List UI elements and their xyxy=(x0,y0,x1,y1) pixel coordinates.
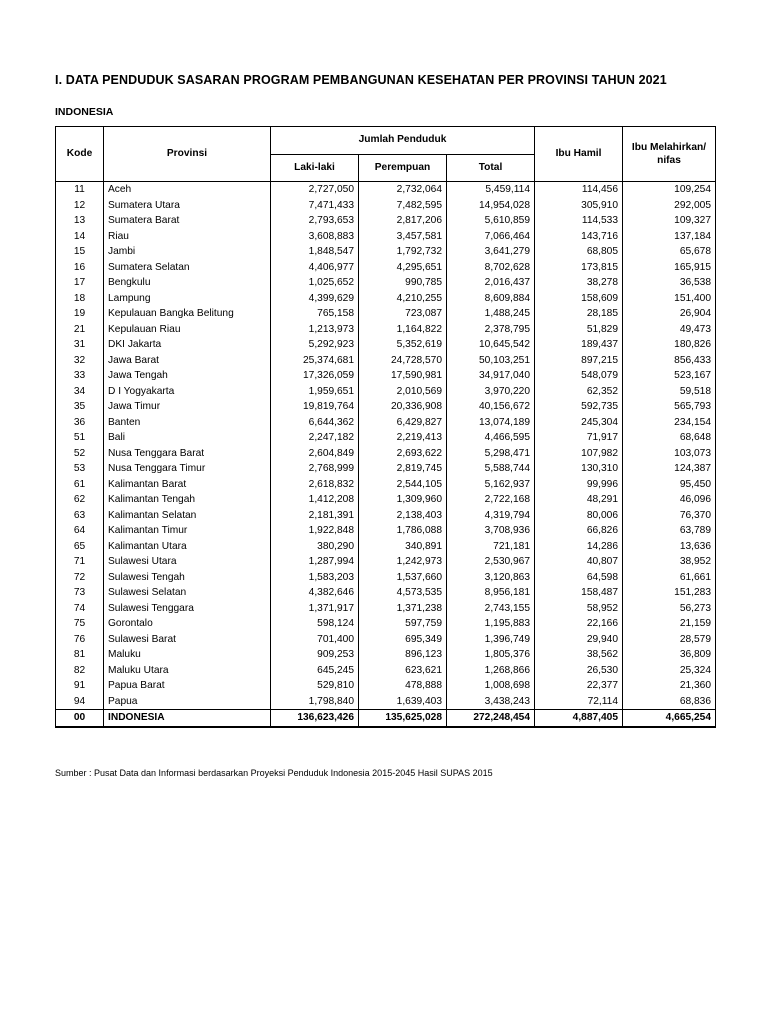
cell-ibu-melahirkan: 28,579 xyxy=(623,632,716,648)
cell-ibu-hamil: 29,940 xyxy=(535,632,623,648)
cell-perempuan: 135,625,028 xyxy=(359,710,447,727)
cell-ibu-melahirkan: 46,096 xyxy=(623,492,716,508)
cell-perempuan: 4,210,255 xyxy=(359,291,447,307)
table-row xyxy=(56,601,716,617)
header-provinsi: Provinsi xyxy=(104,127,271,182)
table-row xyxy=(56,182,716,198)
cell-provinsi: Riau xyxy=(104,229,271,245)
table-row xyxy=(56,508,716,524)
table-row xyxy=(56,539,716,555)
cell-total: 8,702,628 xyxy=(447,260,535,276)
cell-laki-laki: 701,400 xyxy=(271,632,359,648)
table-row xyxy=(56,570,716,586)
cell-ibu-melahirkan: 109,254 xyxy=(623,182,716,198)
table-row xyxy=(56,368,716,384)
cell-kode: 21 xyxy=(56,322,104,338)
cell-ibu-melahirkan: 234,154 xyxy=(623,415,716,431)
cell-perempuan: 340,891 xyxy=(359,539,447,555)
cell-laki-laki: 1,287,994 xyxy=(271,554,359,570)
cell-ibu-hamil: 114,456 xyxy=(535,182,623,198)
cell-provinsi: Lampung xyxy=(104,291,271,307)
header-ibu-hamil: Ibu Hamil xyxy=(535,127,623,182)
cell-ibu-melahirkan: 76,370 xyxy=(623,508,716,524)
cell-perempuan: 2,219,413 xyxy=(359,430,447,446)
cell-total: 3,120,863 xyxy=(447,570,535,586)
cell-ibu-melahirkan: 38,952 xyxy=(623,554,716,570)
cell-kode: 64 xyxy=(56,523,104,539)
cell-total: 2,722,168 xyxy=(447,492,535,508)
cell-total: 2,016,437 xyxy=(447,275,535,291)
cell-perempuan: 1,786,088 xyxy=(359,523,447,539)
cell-provinsi: Nusa Tenggara Barat xyxy=(104,446,271,462)
table-row xyxy=(56,523,716,539)
table-row xyxy=(56,678,716,694)
cell-laki-laki: 765,158 xyxy=(271,306,359,322)
cell-ibu-melahirkan: 63,789 xyxy=(623,523,716,539)
cell-ibu-melahirkan: 109,327 xyxy=(623,213,716,229)
cell-laki-laki: 529,810 xyxy=(271,678,359,694)
cell-ibu-melahirkan: 56,273 xyxy=(623,601,716,617)
cell-ibu-hamil: 143,716 xyxy=(535,229,623,245)
cell-kode: 61 xyxy=(56,477,104,493)
cell-provinsi: Sulawesi Barat xyxy=(104,632,271,648)
cell-ibu-hamil: 189,437 xyxy=(535,337,623,353)
cell-ibu-melahirkan: 25,324 xyxy=(623,663,716,679)
cell-perempuan: 623,621 xyxy=(359,663,447,679)
cell-laki-laki: 2,247,182 xyxy=(271,430,359,446)
cell-ibu-hamil: 158,609 xyxy=(535,291,623,307)
table-row xyxy=(56,229,716,245)
table-row xyxy=(56,632,716,648)
source-note: Sumber : Pusat Data dan Informasi berdasarkan Proyeksi Penduduk Indonesia 2015-2045 Hasil SUPAS 2015 xyxy=(55,768,493,778)
cell-ibu-melahirkan: 65,678 xyxy=(623,244,716,260)
cell-kode: 73 xyxy=(56,585,104,601)
cell-perempuan: 7,482,595 xyxy=(359,198,447,214)
total-row xyxy=(56,710,716,727)
header-laki-laki: Laki-laki xyxy=(271,154,359,182)
cell-provinsi: Maluku Utara xyxy=(104,663,271,679)
page-title: I. DATA PENDUDUK SASARAN PROGRAM PEMBANGUNAN KESEHATAN PER PROVINSI TAHUN 2021 xyxy=(55,73,667,87)
cell-total: 13,074,189 xyxy=(447,415,535,431)
cell-laki-laki: 2,727,050 xyxy=(271,182,359,198)
cell-total: 5,162,937 xyxy=(447,477,535,493)
table-row xyxy=(56,430,716,446)
table-row xyxy=(56,244,716,260)
cell-perempuan: 4,295,651 xyxy=(359,260,447,276)
cell-ibu-melahirkan: 61,661 xyxy=(623,570,716,586)
cell-provinsi: DKI Jakarta xyxy=(104,337,271,353)
cell-total: 8,956,181 xyxy=(447,585,535,601)
cell-laki-laki: 2,181,391 xyxy=(271,508,359,524)
cell-laki-laki: 2,604,849 xyxy=(271,446,359,462)
table-row xyxy=(56,260,716,276)
cell-laki-laki: 1,213,973 xyxy=(271,322,359,338)
cell-kode: 17 xyxy=(56,275,104,291)
cell-ibu-melahirkan: 180,826 xyxy=(623,337,716,353)
cell-ibu-melahirkan: 523,167 xyxy=(623,368,716,384)
cell-kode: 00 xyxy=(56,710,104,727)
cell-perempuan: 2,693,622 xyxy=(359,446,447,462)
table-row xyxy=(56,585,716,601)
cell-total: 1,195,883 xyxy=(447,616,535,632)
cell-ibu-hamil: 107,982 xyxy=(535,446,623,462)
cell-kode: 94 xyxy=(56,694,104,710)
cell-perempuan: 2,138,403 xyxy=(359,508,447,524)
table-row xyxy=(56,647,716,663)
cell-laki-laki: 1,922,848 xyxy=(271,523,359,539)
cell-kode: 53 xyxy=(56,461,104,477)
cell-provinsi: Kalimantan Tengah xyxy=(104,492,271,508)
cell-provinsi: Kepulauan Bangka Belitung xyxy=(104,306,271,322)
cell-perempuan: 17,590,981 xyxy=(359,368,447,384)
cell-ibu-hamil: 158,487 xyxy=(535,585,623,601)
cell-provinsi: Papua Barat xyxy=(104,678,271,694)
table-row xyxy=(56,492,716,508)
cell-total: 14,954,028 xyxy=(447,198,535,214)
cell-ibu-melahirkan: 856,433 xyxy=(623,353,716,369)
cell-ibu-hamil: 38,562 xyxy=(535,647,623,663)
cell-total: 1,008,698 xyxy=(447,678,535,694)
cell-laki-laki: 2,768,999 xyxy=(271,461,359,477)
cell-perempuan: 723,087 xyxy=(359,306,447,322)
cell-total: 5,588,744 xyxy=(447,461,535,477)
cell-provinsi: Kalimantan Barat xyxy=(104,477,271,493)
cell-laki-laki: 2,618,832 xyxy=(271,477,359,493)
cell-ibu-hamil: 14,286 xyxy=(535,539,623,555)
cell-ibu-hamil: 80,006 xyxy=(535,508,623,524)
cell-ibu-hamil: 245,304 xyxy=(535,415,623,431)
cell-laki-laki: 2,793,653 xyxy=(271,213,359,229)
cell-perempuan: 695,349 xyxy=(359,632,447,648)
header-ibu-melahirkan: Ibu Melahirkan/ nifas xyxy=(623,127,716,182)
cell-perempuan: 990,785 xyxy=(359,275,447,291)
cell-provinsi: Bengkulu xyxy=(104,275,271,291)
cell-total: 2,378,795 xyxy=(447,322,535,338)
cell-ibu-melahirkan: 21,159 xyxy=(623,616,716,632)
table-row xyxy=(56,306,716,322)
cell-provinsi: Sulawesi Selatan xyxy=(104,585,271,601)
cell-kode: 18 xyxy=(56,291,104,307)
header-perempuan: Perempuan xyxy=(359,154,447,182)
cell-ibu-hamil: 305,910 xyxy=(535,198,623,214)
cell-kode: 12 xyxy=(56,198,104,214)
cell-total: 40,156,672 xyxy=(447,399,535,415)
cell-total: 50,103,251 xyxy=(447,353,535,369)
cell-ibu-melahirkan: 165,915 xyxy=(623,260,716,276)
cell-kode: 63 xyxy=(56,508,104,524)
cell-ibu-hamil: 99,996 xyxy=(535,477,623,493)
cell-perempuan: 6,429,827 xyxy=(359,415,447,431)
cell-perempuan: 3,457,581 xyxy=(359,229,447,245)
cell-ibu-melahirkan: 68,836 xyxy=(623,694,716,710)
cell-kode: 36 xyxy=(56,415,104,431)
cell-kode: 33 xyxy=(56,368,104,384)
cell-kode: 35 xyxy=(56,399,104,415)
cell-provinsi: Sumatera Barat xyxy=(104,213,271,229)
cell-provinsi: Sulawesi Tenggara xyxy=(104,601,271,617)
cell-perempuan: 1,639,403 xyxy=(359,694,447,710)
cell-kode: 65 xyxy=(56,539,104,555)
cell-total: 721,181 xyxy=(447,539,535,555)
cell-provinsi: Gorontalo xyxy=(104,616,271,632)
cell-ibu-melahirkan: 68,648 xyxy=(623,430,716,446)
cell-total: 272,248,454 xyxy=(447,710,535,727)
cell-ibu-melahirkan: 103,073 xyxy=(623,446,716,462)
cell-provinsi: Jawa Tengah xyxy=(104,368,271,384)
table-row xyxy=(56,694,716,710)
cell-provinsi: Sumatera Utara xyxy=(104,198,271,214)
cell-kode: 15 xyxy=(56,244,104,260)
cell-ibu-hamil: 28,185 xyxy=(535,306,623,322)
cell-ibu-melahirkan: 21,360 xyxy=(623,678,716,694)
cell-ibu-hamil: 64,598 xyxy=(535,570,623,586)
cell-provinsi: D I Yogyakarta xyxy=(104,384,271,400)
table-header xyxy=(56,127,716,182)
cell-ibu-hamil: 26,530 xyxy=(535,663,623,679)
cell-perempuan: 5,352,619 xyxy=(359,337,447,353)
cell-kode: 81 xyxy=(56,647,104,663)
cell-ibu-melahirkan: 13,636 xyxy=(623,539,716,555)
cell-perempuan: 1,537,660 xyxy=(359,570,447,586)
cell-kode: 31 xyxy=(56,337,104,353)
cell-ibu-hamil: 40,807 xyxy=(535,554,623,570)
cell-perempuan: 2,544,105 xyxy=(359,477,447,493)
cell-laki-laki: 4,399,629 xyxy=(271,291,359,307)
cell-kode: 74 xyxy=(56,601,104,617)
cell-provinsi: Papua xyxy=(104,694,271,710)
cell-kode: 62 xyxy=(56,492,104,508)
cell-kode: 52 xyxy=(56,446,104,462)
cell-ibu-hamil: 62,352 xyxy=(535,384,623,400)
cell-kode: 72 xyxy=(56,570,104,586)
cell-ibu-hamil: 72,114 xyxy=(535,694,623,710)
header-total: Total xyxy=(447,154,535,182)
cell-provinsi: Banten xyxy=(104,415,271,431)
table-row xyxy=(56,554,716,570)
cell-perempuan: 896,123 xyxy=(359,647,447,663)
cell-perempuan: 20,336,908 xyxy=(359,399,447,415)
cell-total: 3,641,279 xyxy=(447,244,535,260)
table-row xyxy=(56,291,716,307)
cell-provinsi: Maluku xyxy=(104,647,271,663)
cell-total: 3,438,243 xyxy=(447,694,535,710)
cell-laki-laki: 1,583,203 xyxy=(271,570,359,586)
cell-perempuan: 1,242,973 xyxy=(359,554,447,570)
cell-kode: 75 xyxy=(56,616,104,632)
cell-ibu-melahirkan: 36,809 xyxy=(623,647,716,663)
region-subtitle: INDONESIA xyxy=(55,106,114,118)
cell-total: 2,530,967 xyxy=(447,554,535,570)
cell-perempuan: 1,164,822 xyxy=(359,322,447,338)
cell-laki-laki: 4,406,977 xyxy=(271,260,359,276)
table-row xyxy=(56,322,716,338)
cell-ibu-melahirkan: 36,538 xyxy=(623,275,716,291)
cell-laki-laki: 19,819,764 xyxy=(271,399,359,415)
cell-laki-laki: 136,623,426 xyxy=(271,710,359,727)
cell-laki-laki: 25,374,681 xyxy=(271,353,359,369)
table-row xyxy=(56,461,716,477)
cell-ibu-melahirkan: 565,793 xyxy=(623,399,716,415)
cell-total: 2,743,155 xyxy=(447,601,535,617)
cell-total: 10,645,542 xyxy=(447,337,535,353)
cell-provinsi: Bali xyxy=(104,430,271,446)
cell-ibu-melahirkan: 59,518 xyxy=(623,384,716,400)
header-kode: Kode xyxy=(56,127,104,182)
cell-ibu-hamil: 130,310 xyxy=(535,461,623,477)
cell-ibu-hamil: 71,917 xyxy=(535,430,623,446)
cell-laki-laki: 909,253 xyxy=(271,647,359,663)
cell-ibu-melahirkan: 124,387 xyxy=(623,461,716,477)
table-row xyxy=(56,399,716,415)
cell-ibu-melahirkan: 95,450 xyxy=(623,477,716,493)
cell-total: 1,268,866 xyxy=(447,663,535,679)
cell-ibu-hamil: 48,291 xyxy=(535,492,623,508)
cell-perempuan: 1,371,238 xyxy=(359,601,447,617)
cell-ibu-hamil: 58,952 xyxy=(535,601,623,617)
cell-total: 34,917,040 xyxy=(447,368,535,384)
table-row xyxy=(56,337,716,353)
cell-ibu-hamil: 897,215 xyxy=(535,353,623,369)
cell-laki-laki: 6,644,362 xyxy=(271,415,359,431)
cell-ibu-hamil: 4,887,405 xyxy=(535,710,623,727)
cell-provinsi: Sulawesi Tengah xyxy=(104,570,271,586)
table-row xyxy=(56,663,716,679)
cell-laki-laki: 5,292,923 xyxy=(271,337,359,353)
cell-ibu-melahirkan: 151,283 xyxy=(623,585,716,601)
cell-laki-laki: 598,124 xyxy=(271,616,359,632)
cell-total: 8,609,884 xyxy=(447,291,535,307)
cell-perempuan: 1,792,732 xyxy=(359,244,447,260)
table-row xyxy=(56,616,716,632)
cell-perempuan: 2,732,064 xyxy=(359,182,447,198)
cell-ibu-hamil: 114,533 xyxy=(535,213,623,229)
cell-perempuan: 2,817,206 xyxy=(359,213,447,229)
cell-ibu-melahirkan: 151,400 xyxy=(623,291,716,307)
cell-provinsi: Jawa Barat xyxy=(104,353,271,369)
cell-provinsi: Nusa Tenggara Timur xyxy=(104,461,271,477)
cell-laki-laki: 1,959,651 xyxy=(271,384,359,400)
cell-total: 5,298,471 xyxy=(447,446,535,462)
cell-perempuan: 597,759 xyxy=(359,616,447,632)
cell-ibu-hamil: 592,735 xyxy=(535,399,623,415)
cell-perempuan: 478,888 xyxy=(359,678,447,694)
cell-kode: 14 xyxy=(56,229,104,245)
cell-total: 4,466,595 xyxy=(447,430,535,446)
cell-kode: 91 xyxy=(56,678,104,694)
cell-laki-laki: 645,245 xyxy=(271,663,359,679)
cell-ibu-melahirkan: 49,473 xyxy=(623,322,716,338)
cell-ibu-hamil: 22,377 xyxy=(535,678,623,694)
cell-laki-laki: 1,371,917 xyxy=(271,601,359,617)
cell-laki-laki: 1,848,547 xyxy=(271,244,359,260)
cell-ibu-hamil: 22,166 xyxy=(535,616,623,632)
cell-ibu-hamil: 38,278 xyxy=(535,275,623,291)
cell-provinsi: INDONESIA xyxy=(104,710,271,727)
cell-kode: 76 xyxy=(56,632,104,648)
cell-provinsi: Jawa Timur xyxy=(104,399,271,415)
cell-provinsi: Aceh xyxy=(104,182,271,198)
cell-laki-laki: 1,412,208 xyxy=(271,492,359,508)
cell-total: 4,319,794 xyxy=(447,508,535,524)
cell-total: 3,970,220 xyxy=(447,384,535,400)
cell-laki-laki: 7,471,433 xyxy=(271,198,359,214)
cell-provinsi: Jambi xyxy=(104,244,271,260)
cell-kode: 82 xyxy=(56,663,104,679)
table-row xyxy=(56,275,716,291)
cell-perempuan: 24,728,570 xyxy=(359,353,447,369)
cell-kode: 34 xyxy=(56,384,104,400)
cell-kode: 11 xyxy=(56,182,104,198)
cell-kode: 13 xyxy=(56,213,104,229)
cell-kode: 51 xyxy=(56,430,104,446)
table-row xyxy=(56,415,716,431)
header-jumlah-penduduk: Jumlah Penduduk xyxy=(271,127,535,155)
cell-total: 1,805,376 xyxy=(447,647,535,663)
cell-ibu-melahirkan: 137,184 xyxy=(623,229,716,245)
cell-ibu-melahirkan: 4,665,254 xyxy=(623,710,716,727)
cell-provinsi: Sumatera Selatan xyxy=(104,260,271,276)
cell-total: 5,610,859 xyxy=(447,213,535,229)
cell-total: 5,459,114 xyxy=(447,182,535,198)
cell-laki-laki: 380,290 xyxy=(271,539,359,555)
cell-laki-laki: 17,326,059 xyxy=(271,368,359,384)
cell-total: 1,488,245 xyxy=(447,306,535,322)
population-table xyxy=(55,126,716,728)
cell-provinsi: Sulawesi Utara xyxy=(104,554,271,570)
cell-ibu-hamil: 173,815 xyxy=(535,260,623,276)
table-row xyxy=(56,198,716,214)
cell-provinsi: Kalimantan Utara xyxy=(104,539,271,555)
cell-laki-laki: 1,798,840 xyxy=(271,694,359,710)
cell-perempuan: 2,819,745 xyxy=(359,461,447,477)
cell-provinsi: Kalimantan Selatan xyxy=(104,508,271,524)
cell-ibu-hamil: 66,826 xyxy=(535,523,623,539)
cell-ibu-hamil: 68,805 xyxy=(535,244,623,260)
cell-laki-laki: 1,025,652 xyxy=(271,275,359,291)
cell-provinsi: Kepulauan Riau xyxy=(104,322,271,338)
cell-ibu-hamil: 548,079 xyxy=(535,368,623,384)
cell-provinsi: Kalimantan Timur xyxy=(104,523,271,539)
cell-total: 7,066,464 xyxy=(447,229,535,245)
cell-kode: 32 xyxy=(56,353,104,369)
cell-kode: 71 xyxy=(56,554,104,570)
cell-laki-laki: 4,382,646 xyxy=(271,585,359,601)
cell-total: 3,708,936 xyxy=(447,523,535,539)
cell-kode: 16 xyxy=(56,260,104,276)
cell-perempuan: 4,573,535 xyxy=(359,585,447,601)
table-row xyxy=(56,213,716,229)
cell-laki-laki: 3,608,883 xyxy=(271,229,359,245)
cell-perempuan: 2,010,569 xyxy=(359,384,447,400)
table-body xyxy=(56,182,716,727)
cell-perempuan: 1,309,960 xyxy=(359,492,447,508)
cell-ibu-melahirkan: 26,904 xyxy=(623,306,716,322)
table-row xyxy=(56,446,716,462)
table-row xyxy=(56,353,716,369)
cell-ibu-melahirkan: 292,005 xyxy=(623,198,716,214)
table-row xyxy=(56,384,716,400)
table-row xyxy=(56,477,716,493)
cell-ibu-hamil: 51,829 xyxy=(535,322,623,338)
cell-kode: 19 xyxy=(56,306,104,322)
cell-total: 1,396,749 xyxy=(447,632,535,648)
